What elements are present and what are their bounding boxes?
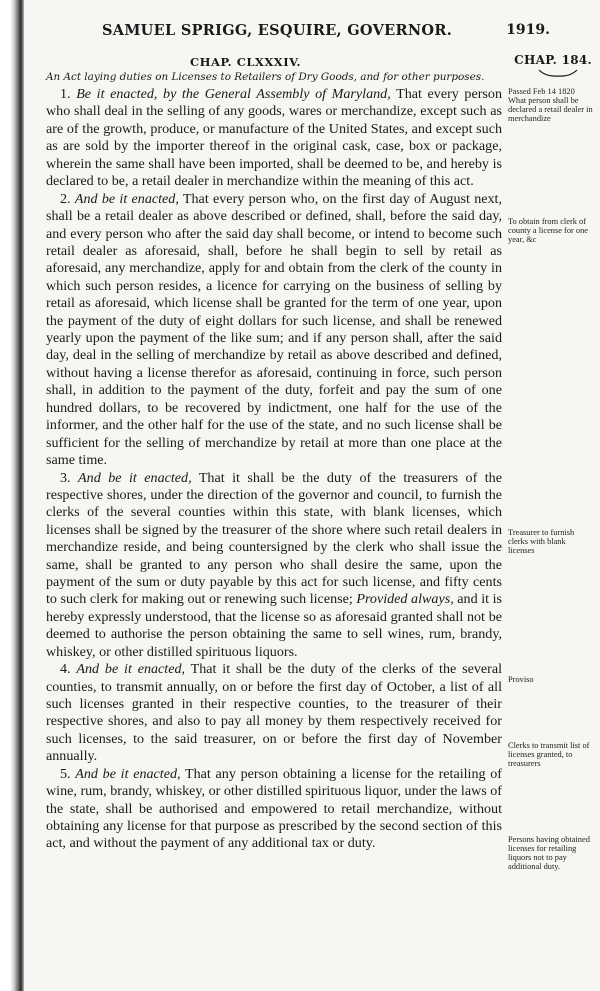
margin-note: Passed Feb 14 1820 What person shall be declared a retail dealer in merchandize [508,87,593,123]
section-text: That any person obtaining a license for the retailing of wine, rum, brandy, whiskey, or other distilled spirituous liquor, under the laws of the state, shall be authorised and empowered to retail merchandize, without obtaining any license for that purpose as prescribed by the second section of this act, and without the payment of any additional tax or duty. [46,765,502,852]
act-body [46,86,502,853]
chapter-side-label: CHAP. 184. [514,53,592,67]
margin-note: Proviso [508,675,534,684]
margin-notes [508,0,596,991]
enacting-clause: And be it enacted, [74,190,179,207]
section-text-continued: and it is hereby expressly understood, that the license so as aforesaid granted shall not be deemed to authorise the person obtaining the same to sell wines, rum, brandy, whiskey, or other distilled spirituous liquors. [46,591,502,660]
margin-note: To obtain from clerk of county a license for one year, &c [508,217,588,244]
section-number: 2. [60,190,71,207]
act-title: An Act laying duties on Licenses to Retailers of Dry Goods, and for other purposes. [46,71,485,83]
enacting-clause: Be it enacted, by the General Assembly of Maryland, [76,86,391,102]
proviso-clause: Provided always, [356,591,454,608]
section-number: 1. [60,86,71,102]
section-number: 5. [60,765,71,782]
page-binding-edge [0,0,24,991]
section-text: That every person who shall deal in the selling of any goods, wares or merchandize, except such as are of the growth, produce, or manufacture of the United States, and except such as are sold by the importer thereof in the original cask, case, box or package, wherein the same shall have been imported, shall be deemed to be, and hereby is declared to be, a retail dealer in merchandize within the meaning of this act. [46,86,502,190]
margin-note: Persons having obtained licenses for retailing liquors not to pay additional duty. [508,835,590,871]
section-3 [46,470,502,661]
section-text: That every person who, on the first day of August next, shall be a retail dealer as above described or defined, shall, before the said day, and every person who after the said day shall become, or intend to become such retail dealer as aforesaid, shall, before he shall begin to sell by retail as aforesaid, any merchandize, apply for and obtain from the clerk of the county in which such person resides, a licence for carrying on the business of selling by retail as aforesaid, which license shall be granted for the term of one year, upon the payment of the duty of eight dollars for such license, and shall be renewed yearly upon the payment of the like sum; and if any person shall, after the said day, deal in the selling of merchandize by retail as above described and defined, without having a license therefor as aforesaid, continuing in force, such person shall, in addition to the payment of the duty, forfeit and pay the sum of one hundred dollars, to be recovered by indictment, one half for the use of the informer, and the other half for the use of the state, and no such license shall be sufficient for the selling of merchandize by retail at more than one place at the same time. [46,190,502,468]
enacting-clause: And be it enacted, [76,661,186,678]
running-head: SAMUEL SPRIGG, ESQUIRE, GOVERNOR. [102,22,453,39]
section-4 [46,661,502,765]
section-text: That it shall be the duty of the treasurers of the respective shores, under the direction of the governor and council, to furnish the clerks of the several counties within this state, with blank licenses, which licenses shall be signed by the treasurer of the shore where such retail dealers in merchandize reside, and being countersigned by the clerk who shall issue the same, shall be granted to any person who shall desire the same, upon the payment of the sum or duty payable by this act for such license, and fifty cents to such clerk for making out or renewing such license; [46,469,502,608]
margin-note: Clerks to transmit list of licenses granted, to treasurers [508,741,590,768]
section-1 [46,86,502,190]
section-5 [46,766,502,853]
section-number: 3. [60,469,71,486]
section-2 [46,191,502,470]
chapter-title: CHAP. CLXXXIV. [190,55,301,69]
enacting-clause: And be it enacted, [75,765,181,782]
page-number: 1919. [506,22,550,38]
margin-note: Treasurer to furnish clerks with blank licenses [508,528,575,555]
section-number: 4. [60,661,71,678]
section-text: That it shall be the duty of the clerks of the several counties, to transmit annually, on or before the first day of October, a list of all such licenses granted in their respective counties, to the treasurer of their respective shores, and also to pay all money by them respectively received for such licenses, to the said treasurer, on or before the first day of November annually. [46,661,502,765]
enacting-clause: And be it enacted, [78,469,192,486]
